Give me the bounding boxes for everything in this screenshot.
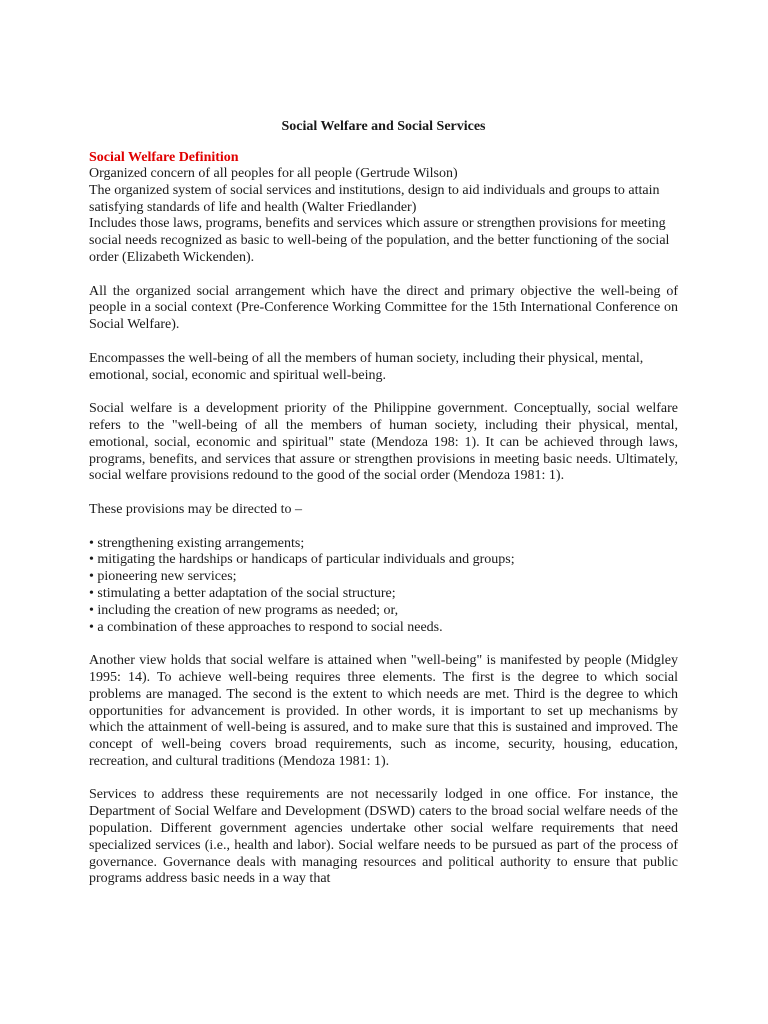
list-item: • pioneering new services; <box>89 569 237 585</box>
definition-wilson: Organized concern of all peoples for all people (Gertrude Wilson) <box>89 166 458 181</box>
definition-wickenden: Includes those laws, programs, benefits and services which assure or strengthen provisions for meeting social needs recognized as basic to well-being of the population, and the better functioning of the social order (Elizabeth Wickenden). <box>89 216 670 265</box>
section-heading: Social Welfare Definition <box>89 150 239 165</box>
paragraph-pre-conference: All the organized social arrangement which have the direct and primary objective the well-being of people in a social context (Pre-Conference Working Committee for the 15th International Conference on Social Welfare). <box>89 283 678 333</box>
provisions-intro: These provisions may be directed to – <box>89 501 303 517</box>
provisions-list <box>89 536 678 637</box>
paragraph-gap <box>89 771 678 788</box>
definition-friedlander: The organized system of social services and institutions, design to aid individuals and groups to attain satisfying standards of life and health (Walter Friedlander) <box>89 182 660 215</box>
list-item: • strengthening existing arrangements; <box>89 535 305 551</box>
paragraph-gap <box>89 334 678 351</box>
paragraph-gap <box>89 384 678 401</box>
paragraph-services: Services to address these requirements are not necessarily lodged in one office. For instance, the Department of Social Welfare and Development (DSWD) caters to the broad social welfare needs of the population. Different government agencies undertake other social welfare requirements that need specialized services (i.e., health and labor). Social welfare needs to be pursued as part of the process of governance. Governance deals with managing resources and political authority to ensure that public programs address basic needs in a way that <box>89 787 678 887</box>
paragraph-gap <box>89 267 678 284</box>
list-item: • including the creation of new programs as needed; or, <box>89 602 399 618</box>
paragraph-gap <box>89 636 678 653</box>
paragraph-development-priority: Social welfare is a development priority of the Philippine government. Conceptually, social welfare refers to the "well-being of all the members of human society, including their physical, mental, emotional, social, economic and spiritual" state (Mendoza 198: 1). It can be achieved through laws, programs, benefits, and services that assure or strengthen provisions in meeting basic needs. Ultimately, social welfare provisions redound to the good of the social order (Mendoza 1981: 1). <box>89 401 678 484</box>
document-body <box>89 118 678 888</box>
list-item: • a combination of these approaches to respond to social needs. <box>89 619 443 635</box>
list-item: • mitigating the hardships or handicaps of particular individuals and groups; <box>89 552 515 568</box>
page-title: Social Welfare and Social Services <box>281 119 486 134</box>
paragraph-another-view: Another view holds that social welfare is attained when "well-being" is manifested by people (Midgley 1995: 14). To achieve well-being requires three elements. The first is the degree to which social problems are managed. The second is the extent to which needs are met. Third is the degree to which opportunities for advancement is provided. In other words, it is important to set up mechanisms by which the attainment of well-being is assured, and to make sure that this is sustained and improved. The concept of well-being covers broad requirements, such as income, security, housing, education, recreation, and cultural traditions (Mendoza 1981: 1). <box>89 653 678 769</box>
paragraph-encompasses: Encompasses the well-being of all the members of human society, including their physical, mental, emotional, social, economic and spiritual well-being. <box>89 350 644 383</box>
list-item: • stimulating a better adaptation of the social structure; <box>89 585 396 601</box>
paragraph-gap <box>89 519 678 536</box>
paragraph-gap <box>89 485 678 502</box>
